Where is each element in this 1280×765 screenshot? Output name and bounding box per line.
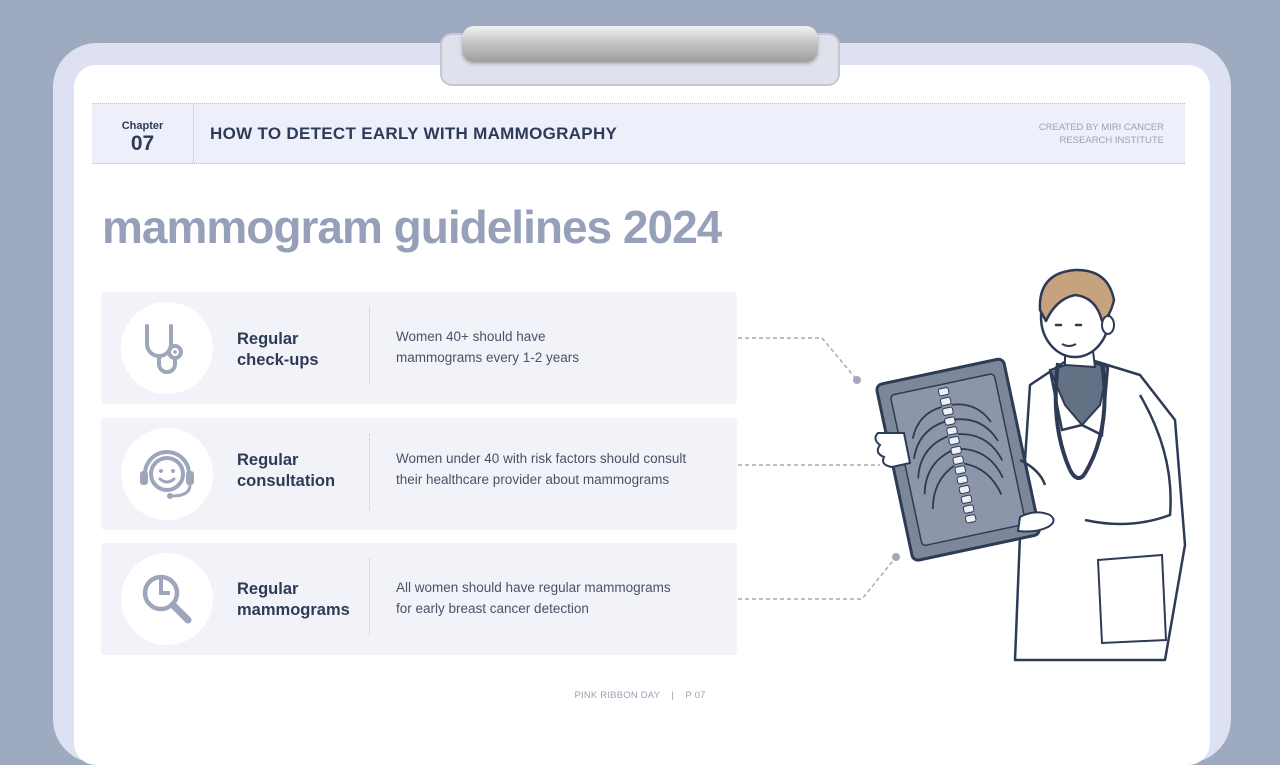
doctor-illustration [870,255,1200,665]
page-title: mammogram guidelines 2024 [102,201,722,253]
card-title-line-1: Regular [237,330,299,348]
footer-event: PINK RIBBON DAY [574,690,660,701]
card-text-line-2: for early breast cancer detection [396,601,589,616]
card-title-line-1: Regular [237,580,299,598]
card-title-line-1: Regular [237,451,299,469]
card-text-line-2: mammograms every 1-2 years [396,350,580,365]
card-text-line-2: their healthcare provider about mammograms [396,472,670,487]
card-text-line-1: Women under 40 with risk factors should consult [396,451,687,466]
credit-line-1: CREATED BY MIRI CANCER [1038,122,1164,133]
footer [540,690,740,701]
card-title-line-2: mammograms [237,601,350,619]
card-title-line-2: consultation [237,472,336,490]
footer-separator: | [671,690,675,701]
header-title: HOW TO DETECT EARLY WITH MAMMOGRAPHY [210,124,618,143]
chapter-label: Chapter [121,120,164,132]
card-title-line-2: check-ups [237,351,319,369]
footer-page-number: P 07 [685,690,706,701]
card-text-line-1: All women should have regular mammograms [396,580,671,595]
credit-line-2: RESEARCH INSTITUTE [1059,135,1164,146]
chapter-number: 07 [130,132,155,155]
card-text-line-1: Women 40+ should have [396,329,546,344]
